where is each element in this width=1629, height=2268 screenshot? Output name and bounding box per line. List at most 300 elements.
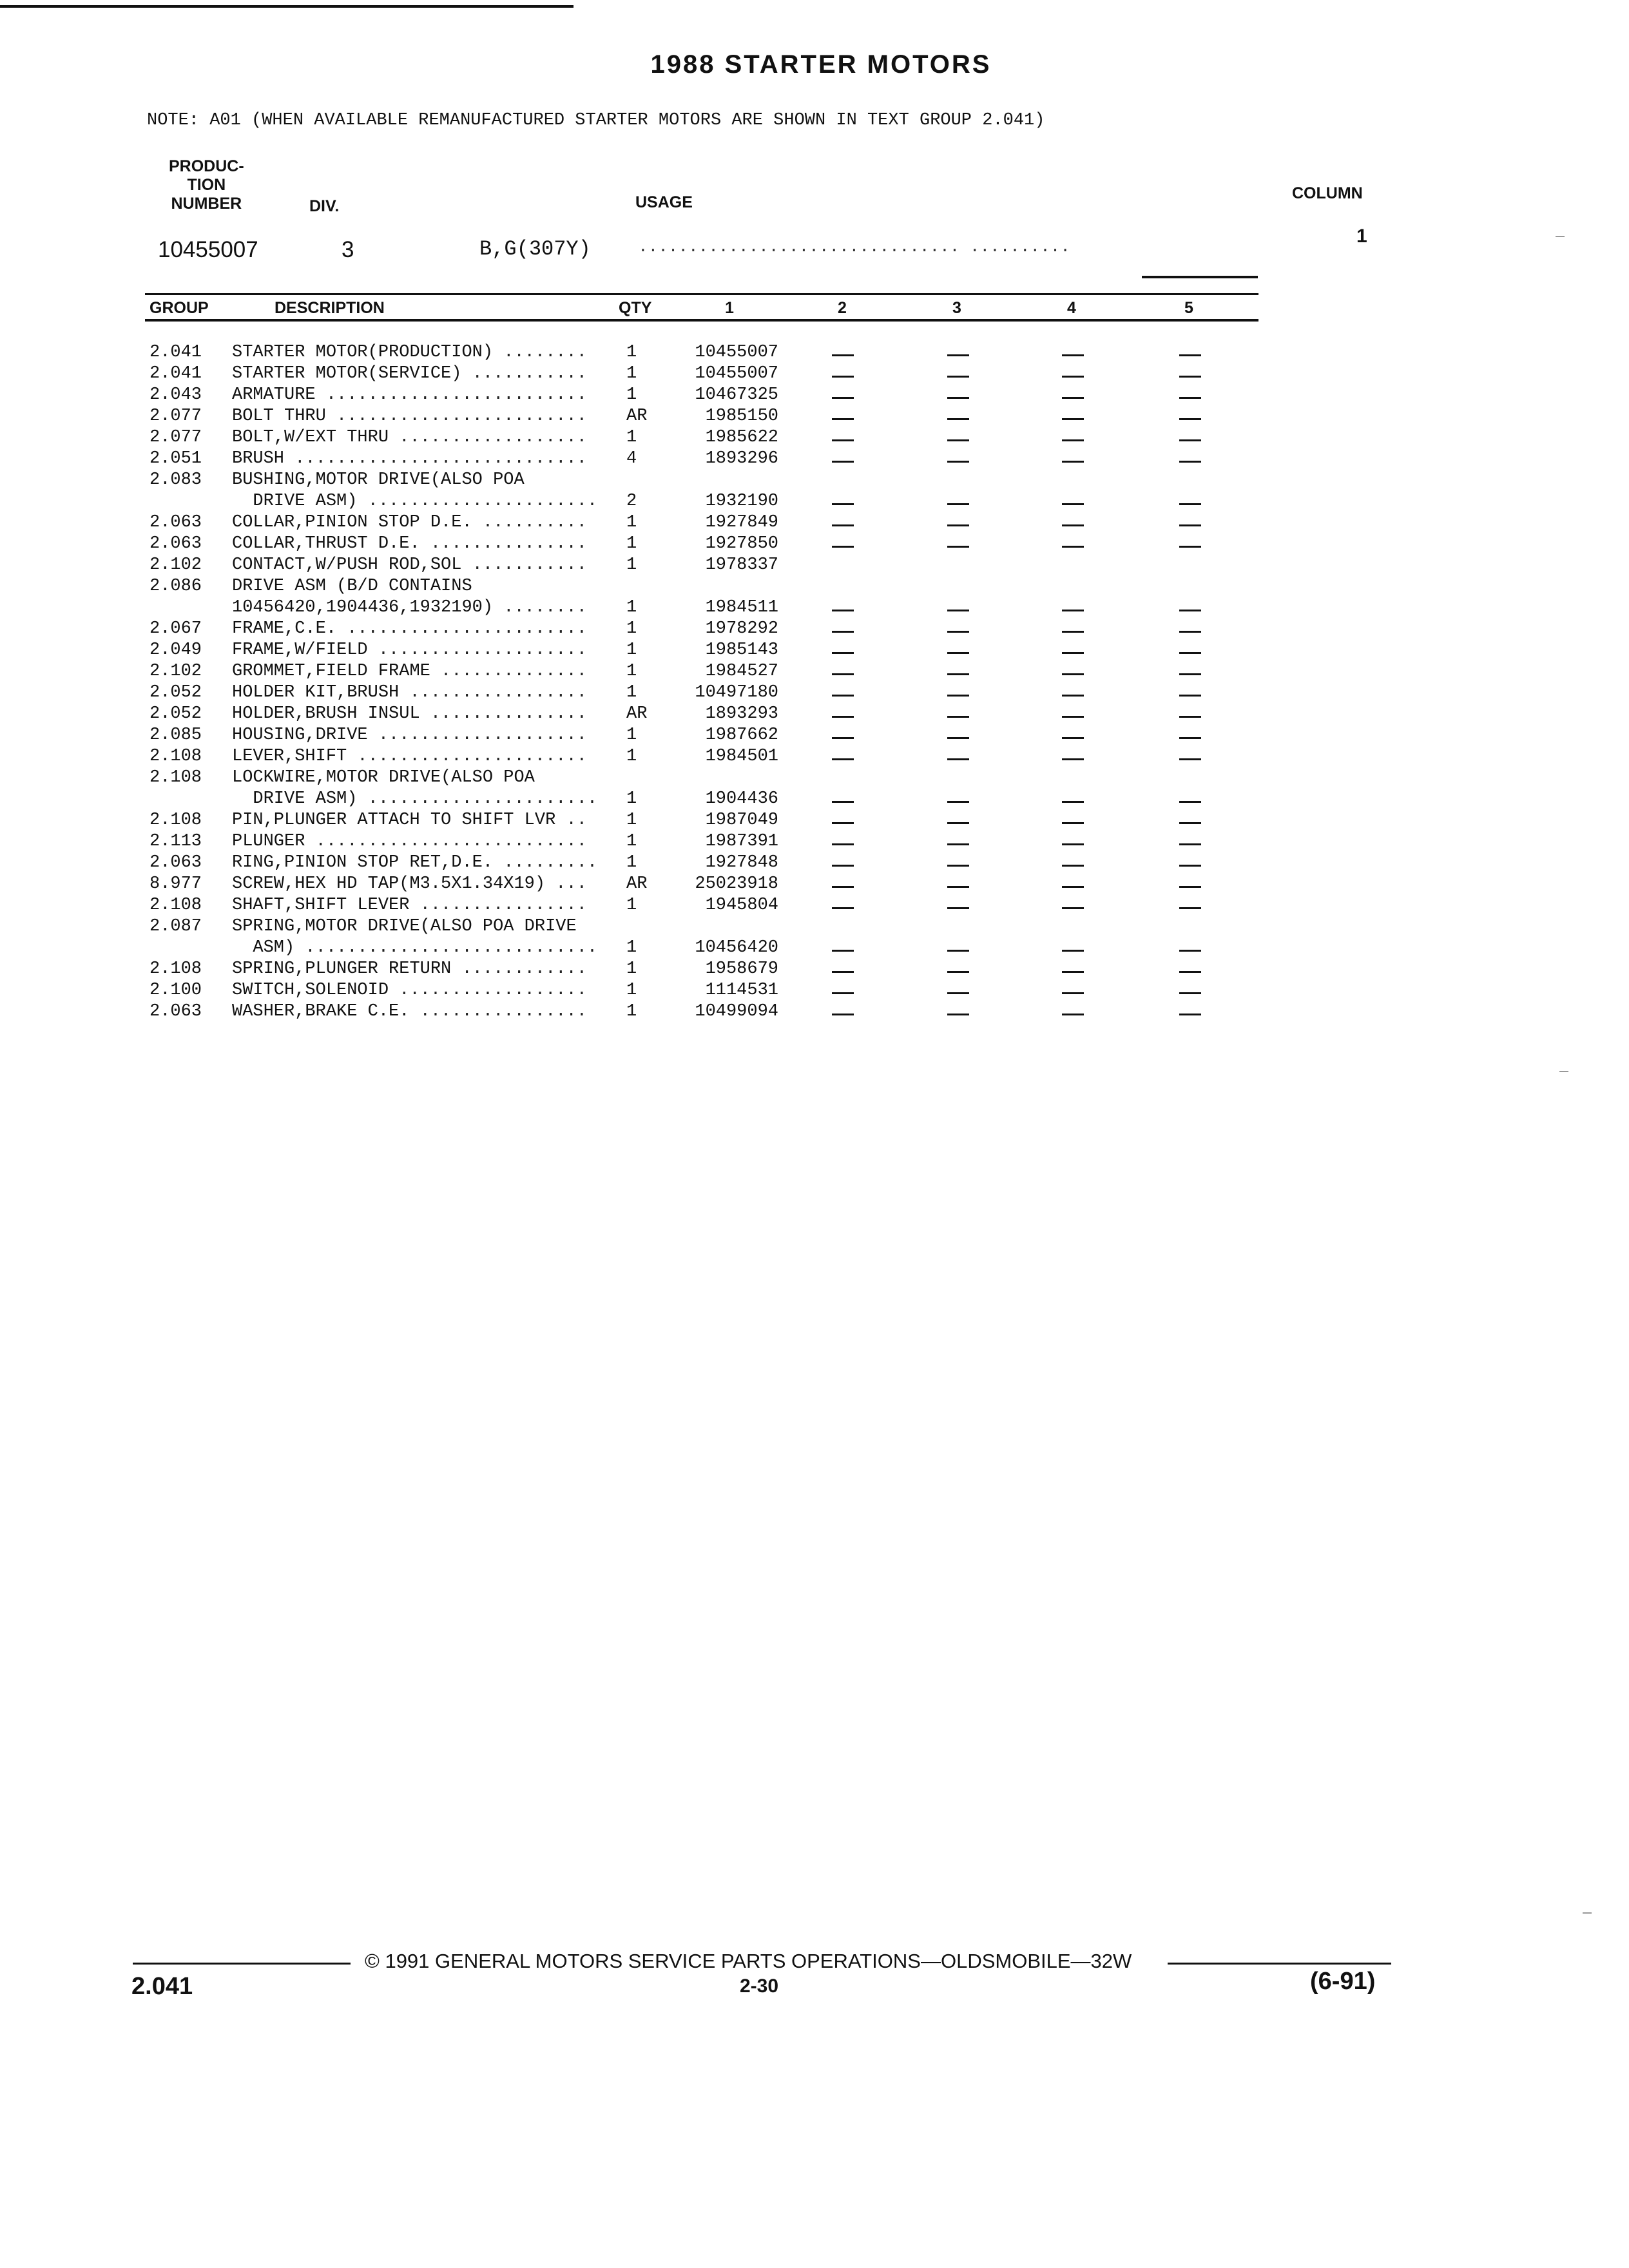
column-4-dash (1062, 439, 1084, 441)
leader-dots: ............................ (294, 938, 598, 957)
table-row (0, 917, 1629, 938)
part-number-cell: 1978292 (705, 619, 778, 639)
description-cell: BRUSH ............................ (232, 449, 587, 468)
description-cell: PIN,PLUNGER ATTACH TO SHIFT LVR .. (232, 811, 587, 830)
group-cell: 2.100 (149, 981, 202, 1000)
part-number-cell: 1927848 (705, 853, 778, 872)
part-number-cell: 1978337 (705, 555, 778, 575)
description-cell: DRIVE ASM) ...................... (232, 789, 598, 809)
production-column: 1 (1356, 226, 1367, 247)
leader-dots: ......... (493, 853, 598, 872)
description-cell: SWITCH,SOLENOID .................. (232, 981, 587, 1000)
leader-dots: ...................... (357, 492, 598, 511)
leader-dots: ........... (461, 555, 587, 575)
description-cell: BOLT,W/EXT THRU .................. (232, 428, 587, 447)
column-4-dash (1062, 354, 1084, 356)
description-cell: GROMMET,FIELD FRAME .............. (232, 662, 587, 681)
table-row (0, 726, 1629, 747)
part-number-cell: 1114531 (705, 981, 778, 1000)
leader-dots: ............... (419, 534, 587, 553)
column-3-dash (947, 992, 969, 994)
qty-cell: 1 (626, 853, 637, 872)
column-header: COLUMN (1292, 184, 1363, 202)
column-4-dash (1062, 843, 1084, 845)
part-number-cell: 10499094 (695, 1002, 778, 1021)
group-cell: 2.052 (149, 704, 202, 724)
part-number-cell: 1985150 (705, 407, 778, 426)
description-cell: BUSHING,MOTOR DRIVE(ALSO POA (232, 470, 525, 490)
table-row (0, 470, 1629, 492)
column-3-dash (947, 354, 969, 356)
column-3-dash (947, 631, 969, 633)
column-2-dash (832, 886, 854, 888)
group-cell: 2.041 (149, 364, 202, 383)
qty-cell: 1 (626, 789, 637, 809)
column-5-dash (1179, 610, 1201, 611)
leader-dots: ........... (461, 364, 587, 383)
column-4-dash (1062, 610, 1084, 611)
table-row (0, 853, 1629, 874)
column-2-dash (832, 376, 854, 378)
qty-cell: 1 (626, 619, 637, 639)
column-2-dash (832, 950, 854, 952)
column-3-dash (947, 716, 969, 718)
page-code: 2.041 (131, 1973, 193, 2000)
column-2-dash (832, 524, 854, 526)
qty-cell: 1 (626, 555, 637, 575)
group-cell: 2.086 (149, 577, 202, 596)
group-cell: 2.043 (149, 385, 202, 405)
part-number-cell: 1987662 (705, 726, 778, 745)
description-cell: LEVER,SHIFT ...................... (232, 747, 587, 766)
part-number-cell: 1927849 (705, 513, 778, 532)
column-3-dash (947, 376, 969, 378)
column-3-dash (947, 822, 969, 824)
column-4-dash (1062, 652, 1084, 654)
table-row (0, 555, 1629, 577)
part-number-cell: 1893293 (705, 704, 778, 724)
group-cell: 2.108 (149, 768, 202, 787)
description-cell: ASM) ............................ (232, 938, 598, 957)
table-row (0, 768, 1629, 789)
column-3-dash (947, 673, 969, 675)
description-cell: FRAME,C.E. ....................... (232, 619, 587, 639)
column-2-dash (832, 822, 854, 824)
part-number-cell: 1984527 (705, 662, 778, 681)
column-2-dash (832, 354, 854, 356)
qty-cell: 1 (626, 343, 637, 362)
qty-cell: 1 (626, 513, 637, 532)
group-cell: 2.083 (149, 470, 202, 490)
group-cell: 2.063 (149, 853, 202, 872)
column-2-dash (832, 716, 854, 718)
column-5-dash (1179, 971, 1201, 973)
column-4-dash (1062, 737, 1084, 739)
table-row (0, 513, 1629, 534)
column-4-dash (1062, 971, 1084, 973)
column-4-dash (1062, 503, 1084, 505)
table-row (0, 385, 1629, 407)
table-row (0, 640, 1629, 662)
scan-mark (1559, 1071, 1568, 1072)
leader-dots: ................ (409, 896, 587, 915)
table-row (0, 534, 1629, 555)
leader-dots: .............. (430, 662, 587, 681)
part-number-cell: 1987391 (705, 832, 778, 851)
leader-dots: ...................... (357, 789, 598, 809)
qty-cell: AR (626, 874, 648, 894)
table-row (0, 619, 1629, 640)
column-5-dash (1179, 801, 1201, 803)
column-3-dash (947, 758, 969, 760)
group-cell: 2.108 (149, 896, 202, 915)
group-cell: 2.063 (149, 1002, 202, 1021)
description-cell: SPRING,MOTOR DRIVE(ALSO POA DRIVE (232, 917, 577, 936)
column-2-dash (832, 610, 854, 611)
column-3-dash (947, 695, 969, 697)
qty-cell: 1 (626, 364, 637, 383)
column-2-dash (832, 397, 854, 399)
production-usage: B,G(307Y) (479, 237, 591, 261)
table-row (0, 683, 1629, 704)
description-cell: HOUSING,DRIVE .................... (232, 726, 587, 745)
column-3-dash (947, 865, 969, 867)
part-number-cell: 1932190 (705, 492, 778, 511)
column-4-dash (1062, 865, 1084, 867)
part-number-cell: 1927850 (705, 534, 778, 553)
qty-column-header: QTY (619, 299, 652, 317)
group-cell: 2.051 (149, 449, 202, 468)
production-number: 10455007 (158, 237, 258, 262)
part-number-cell: 1984511 (705, 598, 778, 617)
group-cell: 2.102 (149, 555, 202, 575)
table-row (0, 364, 1629, 385)
description-cell: 10456420,1904436,1932190) ........ (232, 598, 587, 617)
column-4-dash (1062, 716, 1084, 718)
page-number: 2-30 (740, 1975, 779, 1997)
column-2-dash (832, 907, 854, 909)
description-cell: COLLAR,PINION STOP D.E. .......... (232, 513, 587, 532)
qty-cell: 1 (626, 747, 637, 766)
column-2-dash (832, 971, 854, 973)
description-cell: LOCKWIRE,MOTOR DRIVE(ALSO POA (232, 768, 535, 787)
table-row (0, 789, 1629, 811)
part-number-cell: 1893296 (705, 449, 778, 468)
group-cell: 2.108 (149, 747, 202, 766)
column-3-dash (947, 1014, 969, 1015)
scan-mark (1556, 236, 1565, 237)
column-5-dash (1179, 524, 1201, 526)
note-text: NOTE: A01 (WHEN AVAILABLE REMANUFACTURED STARTER MOTORS ARE SHOWN IN TEXT GROUP 2.041) (147, 111, 1045, 130)
table-row (0, 938, 1629, 959)
column-5-dash (1179, 907, 1201, 909)
qty-cell: 1 (626, 662, 637, 681)
table-row (0, 577, 1629, 598)
column-2-dash (832, 737, 854, 739)
description-cell: WASHER,BRAKE C.E. ................ (232, 1002, 587, 1021)
description-cell: SCREW,HEX HD TAP(M3.5X1.34X19) ... (232, 874, 587, 894)
group-cell: 2.049 (149, 640, 202, 660)
leader-dots: ............ (451, 959, 587, 979)
column-4-dash (1062, 673, 1084, 675)
column-3-dash (947, 503, 969, 505)
column-5-dash (1179, 716, 1201, 718)
description-cell: DRIVE ASM (B/D CONTAINS (232, 577, 472, 596)
column-4-dash (1062, 950, 1084, 952)
column-2-dash (832, 546, 854, 548)
group-cell: 2.067 (149, 619, 202, 639)
column-5-dash (1179, 1014, 1201, 1015)
description-column-header: DESCRIPTION (275, 299, 385, 317)
qty-cell: 1 (626, 385, 637, 405)
description-cell: HOLDER,BRUSH INSUL ............... (232, 704, 587, 724)
description-cell: RING,PINION STOP RET,D.E. ......... (232, 853, 598, 872)
leader-dots: .................. (389, 428, 587, 447)
column-4-dash (1062, 376, 1084, 378)
column-2-dash (832, 631, 854, 633)
part-number-cell: 10455007 (695, 343, 778, 362)
column-4-dash (1062, 907, 1084, 909)
description-cell: SHAFT,SHIFT LEVER ................ (232, 896, 587, 915)
column-4-dash (1062, 546, 1084, 548)
column-3-dash (947, 546, 969, 548)
column-2-dash (832, 1014, 854, 1015)
column-4-dash (1062, 801, 1084, 803)
table-row (0, 704, 1629, 726)
column-4-dash (1062, 886, 1084, 888)
group-cell: 2.085 (149, 726, 202, 745)
column-5-dash (1179, 673, 1201, 675)
leader-dots: .................... (367, 640, 587, 660)
leader-dots: ........ (493, 343, 587, 362)
qty-cell: 1 (626, 534, 637, 553)
leader-dots: .................... (367, 726, 587, 745)
qty-cell: AR (626, 407, 648, 426)
column-2-dash (832, 418, 854, 420)
parts-table (0, 343, 1629, 1023)
table-row (0, 1002, 1629, 1023)
leader-dots: .. (555, 811, 587, 830)
column-3-dash (947, 461, 969, 463)
column-3-dash (947, 652, 969, 654)
column-5-dash (1179, 886, 1201, 888)
column-2-dash (832, 695, 854, 697)
column-3-dash (947, 843, 969, 845)
part-number-cell: 10497180 (695, 683, 778, 702)
group-cell: 2.108 (149, 959, 202, 979)
leader-dots: ............... (419, 704, 587, 724)
production-leader-dots: ................................ .......... (638, 237, 1070, 256)
table-row (0, 896, 1629, 917)
leader-dots: ......................... (315, 385, 587, 405)
column-3-header: 3 (952, 299, 961, 317)
leader-dots: ........ (493, 598, 587, 617)
qty-cell: 1 (626, 938, 637, 957)
qty-cell: 1 (626, 981, 637, 1000)
qty-cell: 1 (626, 640, 637, 660)
column-5-dash (1179, 418, 1201, 420)
column-4-dash (1062, 418, 1084, 420)
date-code: (6-91) (1310, 1968, 1376, 1995)
divider-table-header (145, 319, 1258, 322)
qty-cell: 1 (626, 896, 637, 915)
qty-cell: 1 (626, 832, 637, 851)
leader-dots: ...................... (347, 747, 587, 766)
description-cell: FRAME,W/FIELD .................... (232, 640, 587, 660)
table-row (0, 959, 1629, 981)
leader-dots: .................. (389, 981, 587, 1000)
part-number-cell: 1987049 (705, 811, 778, 830)
description-cell: STARTER MOTOR(PRODUCTION) ........ (232, 343, 587, 362)
column-5-header: 5 (1184, 299, 1193, 317)
column-5-dash (1179, 758, 1201, 760)
column-2-dash (832, 992, 854, 994)
column-5-dash (1179, 865, 1201, 867)
footer-rule-left (133, 1963, 351, 1965)
description-cell: STARTER MOTOR(SERVICE) ........... (232, 364, 587, 383)
group-cell: 2.041 (149, 343, 202, 362)
column-3-dash (947, 524, 969, 526)
column-5-dash (1179, 992, 1201, 994)
group-cell: 2.063 (149, 513, 202, 532)
column-2-dash (832, 652, 854, 654)
qty-cell: 1 (626, 811, 637, 830)
table-row (0, 492, 1629, 513)
leader-dots: ........................ (325, 407, 587, 426)
production-number-label-line-1: PRODUC- (169, 157, 244, 175)
column-2-dash (832, 865, 854, 867)
qty-cell: 1 (626, 683, 637, 702)
description-cell: HOLDER KIT,BRUSH ................. (232, 683, 587, 702)
top-rule (0, 5, 574, 8)
leader-dots: ................. (399, 683, 587, 702)
group-cell: 2.108 (149, 811, 202, 830)
leader-dots: ... (545, 874, 587, 894)
column-3-dash (947, 971, 969, 973)
part-number-cell: 10455007 (695, 364, 778, 383)
column-5-dash (1179, 461, 1201, 463)
table-row (0, 662, 1629, 683)
column-5-dash (1179, 439, 1201, 441)
group-column-header: GROUP (149, 299, 209, 317)
group-cell: 2.063 (149, 534, 202, 553)
column-3-dash (947, 737, 969, 739)
qty-cell: 1 (626, 726, 637, 745)
production-number-label-line-3: NUMBER (171, 195, 242, 213)
leader-dots: .......... (472, 513, 587, 532)
column-5-dash (1179, 376, 1201, 378)
qty-cell: 1 (626, 1002, 637, 1021)
table-row (0, 981, 1629, 1002)
leader-dots: .......................... (305, 832, 587, 851)
column-2-dash (832, 461, 854, 463)
column-4-dash (1062, 461, 1084, 463)
column-3-dash (947, 907, 969, 909)
group-cell: 2.102 (149, 662, 202, 681)
production-div: 3 (342, 237, 354, 262)
scan-mark (1583, 1912, 1592, 1914)
qty-cell: 4 (626, 449, 637, 468)
table-row (0, 407, 1629, 428)
column-2-dash (832, 503, 854, 505)
table-row (0, 811, 1629, 832)
column-5-dash (1179, 843, 1201, 845)
column-4-header: 4 (1067, 299, 1076, 317)
column-2-dash (832, 758, 854, 760)
description-cell: CONTACT,W/PUSH ROD,SOL ........... (232, 555, 587, 575)
column-3-dash (947, 801, 969, 803)
part-number-cell: 10467325 (695, 385, 778, 405)
column-2-dash (832, 843, 854, 845)
column-3-dash (947, 439, 969, 441)
qty-cell: 1 (626, 428, 637, 447)
description-cell: COLLAR,THRUST D.E. ............... (232, 534, 587, 553)
description-cell: BOLT THRU ........................ (232, 407, 587, 426)
column-4-dash (1062, 1014, 1084, 1015)
column-5-dash (1179, 737, 1201, 739)
column-5-dash (1179, 822, 1201, 824)
qty-cell: 1 (626, 598, 637, 617)
column-5-dash (1179, 652, 1201, 654)
column-5-dash (1179, 546, 1201, 548)
part-number-cell: 10456420 (695, 938, 778, 957)
group-cell: 2.113 (149, 832, 202, 851)
divider-table-top (145, 293, 1258, 295)
column-5-dash (1179, 397, 1201, 399)
column-3-dash (947, 418, 969, 420)
column-4-dash (1062, 524, 1084, 526)
column-4-dash (1062, 397, 1084, 399)
production-number-header (169, 157, 244, 213)
column-4-dash (1062, 695, 1084, 697)
group-cell: 2.087 (149, 917, 202, 936)
column-4-dash (1062, 758, 1084, 760)
column-2-dash (832, 673, 854, 675)
column-2-dash (832, 801, 854, 803)
column-3-dash (947, 397, 969, 399)
leader-dots: ................ (409, 1002, 587, 1021)
table-row (0, 428, 1629, 449)
column-3-dash (947, 950, 969, 952)
column-5-dash (1179, 950, 1201, 952)
page-title: 1988 STARTER MOTORS (650, 50, 992, 79)
part-number-cell: 1904436 (705, 789, 778, 809)
column-3-dash (947, 610, 969, 611)
part-number-cell: 1985143 (705, 640, 778, 660)
description-cell: SPRING,PLUNGER RETURN ............ (232, 959, 587, 979)
column-5-dash (1179, 354, 1201, 356)
div-header: DIV. (309, 197, 340, 215)
column-5-dash (1179, 503, 1201, 505)
leader-dots: ....................... (336, 619, 587, 639)
part-number-cell: 1984501 (705, 747, 778, 766)
footer-rule-right (1168, 1963, 1391, 1965)
divider-short (1142, 276, 1258, 278)
qty-cell: 2 (626, 492, 637, 511)
column-2-header: 2 (838, 299, 847, 317)
qty-cell: AR (626, 704, 648, 724)
column-3-dash (947, 886, 969, 888)
part-number-cell: 1985622 (705, 428, 778, 447)
footer-copyright: © 1991 GENERAL MOTORS SERVICE PARTS OPERATIONS—OLDSMOBILE—32W (365, 1950, 1132, 1972)
part-number-cell: 1945804 (705, 896, 778, 915)
leader-dots: ............................ (284, 449, 587, 468)
column-4-dash (1062, 631, 1084, 633)
description-cell: PLUNGER .......................... (232, 832, 587, 851)
column-4-dash (1062, 822, 1084, 824)
group-cell: 2.077 (149, 428, 202, 447)
group-cell: 2.077 (149, 407, 202, 426)
